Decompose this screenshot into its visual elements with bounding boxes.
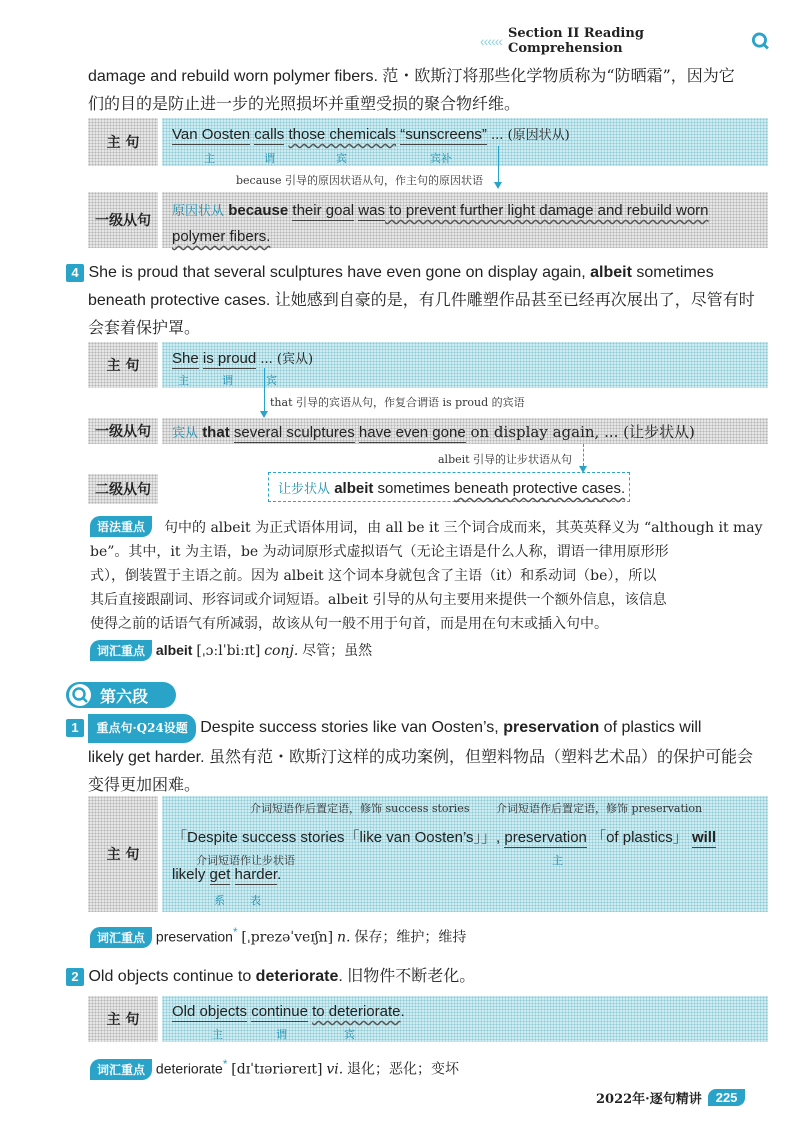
sentence-line-1: 「Despite success stories「like van Oosten’s」」, preservation 「of plastics」 will (172, 829, 717, 846)
concession-clause: 让步状从 albeit sometimes beneath protective cases. (278, 480, 626, 497)
arrow-down-2 (260, 411, 268, 418)
connector-line-2 (264, 368, 265, 412)
label-sub-clause-2-2: 二级从句 (88, 474, 158, 504)
page-number: 225 (708, 1089, 746, 1106)
sentence-4: 4 She is proud that several sculptures have even gone on display again, albeit sometimes beneath protective cases. 让她感到自豪的是，有几件雕塑作品甚至已经再次展出了，尽管有时 会套着保护罩。 (66, 259, 776, 341)
vocab-badge: 词汇重点 (90, 640, 152, 661)
note-that: that 引导的宾语从句，作复合谓语 is proud 的宾语 (270, 396, 525, 409)
note-postmodifier-1: 介词短语作后置定语，修饰 success stories (250, 802, 470, 815)
intro-en: damage and rebuild worn polymer fibers. (88, 68, 378, 85)
label-sub-clause-1: 一级从句 (88, 192, 158, 248)
sub-clause-sentence-2-1: 宾从 that several sculptures have even gone on display again, ... (让步状从) (172, 423, 695, 441)
magnifier-icon (68, 683, 92, 707)
role-object: 宾 (336, 152, 347, 165)
connector-line (498, 146, 499, 182)
vocab-preservation: 词汇重点 preservation* [ˌprezəˈveɪʃn] n. 保存；维护；维持 (90, 926, 466, 948)
sentence-line-2: likely get harder. (172, 866, 282, 883)
role-subject-3: 主 (552, 854, 563, 867)
sentence-1: 1 重点句·Q24设题 Despite success stories like van Oosten’s, preservation of plastics will likely get harder. 虽然有范・欧斯汀这样的成功案例，但塑料物品（塑料艺术品）的保护可能会 变得更加困难。 (66, 714, 776, 798)
label-main-clause-2: 主 句 (88, 342, 158, 388)
sentence-number: 4 (66, 264, 84, 282)
section-title: 第六段 (100, 686, 149, 706)
label-sub-clause-2-1: 一级从句 (88, 418, 158, 444)
arrow-down (494, 182, 502, 189)
note-concessive: 介词短语作让步状语 (196, 854, 295, 867)
magnifier-icon (751, 31, 770, 51)
main-clause-sentence: Van Oosten calls those chemicals “sunscreens” ... (原因状从) (172, 126, 570, 143)
header-title: Section II Reading Comprehension (507, 26, 644, 56)
main-clause-sentence-4: Old objects continue to deteriorate. (172, 1003, 405, 1020)
intro-cn-2: 们的目的是防止进一步的光照损坏并重塑受损的聚合物纤维。 (88, 94, 521, 113)
role-object-2: 宾 (266, 374, 277, 387)
role-linking-verb: 系 (214, 894, 225, 907)
note-postmodifier-2: 介词短语作后置定语，修饰 preservation (496, 802, 703, 815)
grammar-badge: 语法重点 (90, 516, 152, 537)
role-subject-4: 主 (212, 1028, 223, 1041)
role-subject-2: 主 (178, 374, 189, 387)
role-object-4: 宾 (344, 1028, 355, 1041)
note-because: because 引导的原因状语从句，作主句的原因状语 (236, 174, 484, 187)
chevrons: ‹‹‹‹‹‹ (480, 33, 502, 49)
page-header (480, 26, 770, 56)
role-verb-2: 谓 (222, 374, 233, 387)
role-verb: 谓 (264, 152, 275, 165)
footer-text: 2022年·逐句精讲 (596, 1092, 702, 1107)
sub-clause-sentence: 原因状从 because their goal was to prevent further light damage and rebuild worn polymer fibers. (172, 202, 709, 245)
grammar-point: 语法重点 句中的 albeit 为正式语体用词，由 all be it 三个词合成而来，其英英释义为 “although it may be”。其中，it 为主语，be 为动词原形式虚拟语气（无论主语是什么人称，谓语一律用原形形 式），倒装置于主语之前。因为 albeit 这个词本身就包含了主语（it）和系动词（be），所以 其后直接跟副词、形容词或介词短语。albeit 引导的从句主要用来提供一个额外信息，该信息 使得之前的话语气有所减弱，故该从句一般不用于句首，而是用在句末或插入句中。 (90, 516, 770, 636)
role-complement: 宾补 (430, 152, 452, 165)
main-clause-sentence-2: She is proud ... (宾从) (172, 350, 314, 367)
sentence-2: 2 Old objects continue to deteriorate. 旧物件不断老化。 (66, 962, 475, 990)
vocab-albeit: 词汇重点 albeit [ˌɔːlˈbiːɪt] conj. 尽管；虽然 (90, 640, 372, 661)
key-sentence-tag: 重点句·Q24设题 (88, 714, 195, 743)
label-main-clause: 主 句 (88, 118, 158, 166)
label-main-clause-4: 主 句 (88, 996, 158, 1042)
role-subject: 主 (204, 152, 215, 165)
connector-dash (583, 444, 584, 466)
page-footer (596, 1088, 745, 1107)
vocab-deteriorate: 词汇重点 deteriorate* [dɪˈtɪəriəreɪt] vi. 退化；恶化；变坏 (90, 1058, 459, 1080)
role-predicative: 表 (250, 894, 261, 907)
section-6-header (66, 682, 176, 708)
role-verb-4: 谓 (276, 1028, 287, 1041)
note-albeit: albeit 引导的让步状语从句 (438, 453, 573, 466)
label-main-clause-3: 主 句 (88, 796, 158, 912)
intro-paragraph (88, 62, 768, 117)
intro-cn-1: 范・欧斯汀将那些化学物质称为“防晒霜”，因为它 (382, 66, 735, 85)
